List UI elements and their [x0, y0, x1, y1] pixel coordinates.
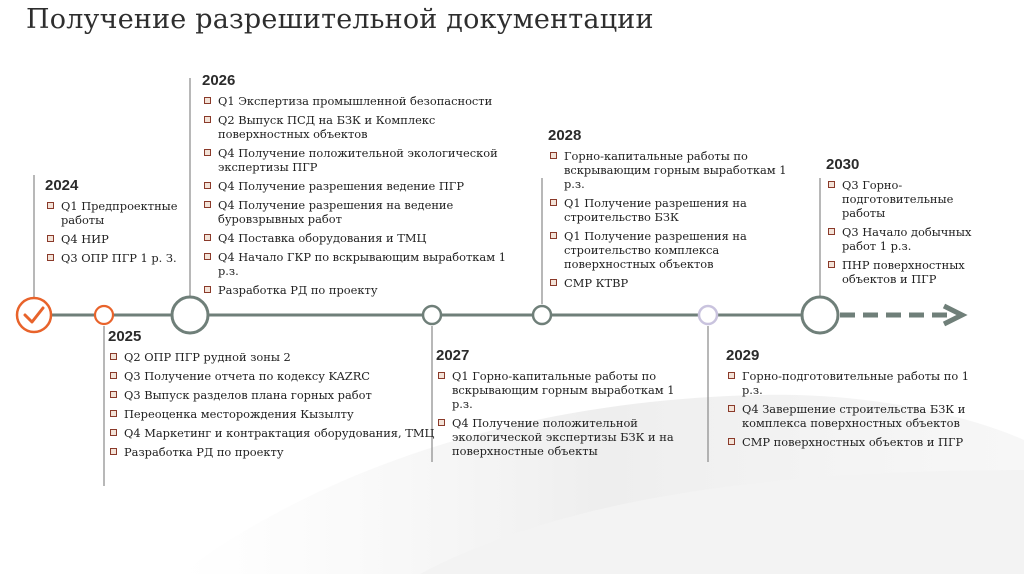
checkbox-bullet-icon [438, 419, 445, 426]
list-item: Q1 Получение разрешения на строительство БЗК [548, 196, 793, 224]
list-item: Горно-капитальные работы по вскрывающим горным выработкам 1 р.з. [548, 149, 793, 191]
list-item: Q4 Получение положительной экологической экспертизы ПГР [202, 146, 507, 174]
checkbox-bullet-icon [438, 372, 445, 379]
year-label: 2027 [436, 347, 470, 364]
list-item: Q4 НИР [45, 232, 185, 246]
year-label: 2026 [202, 72, 236, 89]
milestone-2027 [436, 347, 692, 463]
page-title: Получение разрешительной документации [26, 4, 654, 35]
list-item: Q4 Начало ГКР по вскрывающим выработкам 1 р.з. [202, 250, 507, 278]
checkbox-bullet-icon [828, 261, 835, 268]
checkbox-bullet-icon [110, 429, 117, 436]
list-item: Q1 Горно-капитальные работы по вскрывающим горным выработкам 1 р.з. [436, 369, 692, 411]
checkbox-bullet-icon [110, 448, 117, 455]
checkbox-bullet-icon [110, 372, 117, 379]
checkbox-bullet-icon [204, 116, 211, 123]
checkbox-bullet-icon [828, 228, 835, 235]
node-2028 [533, 306, 551, 324]
checkbox-bullet-icon [204, 182, 211, 189]
milestone-2029 [726, 347, 991, 454]
node-2027 [423, 306, 441, 324]
list-item: Разработка РД по проекту [108, 445, 438, 459]
checkbox-bullet-icon [550, 199, 557, 206]
checkbox-bullet-icon [204, 201, 211, 208]
checkbox-bullet-icon [550, 152, 557, 159]
list-item: Q2 ОПР ПГР рудной зоны 2 [108, 350, 438, 364]
list-item: Q1 Предпроектные работы [45, 199, 185, 227]
checkbox-bullet-icon [110, 353, 117, 360]
checkbox-bullet-icon [204, 286, 211, 293]
year-label: 2024 [45, 177, 79, 194]
checkbox-bullet-icon [110, 410, 117, 417]
list-item: Q4 Поставка оборудования и ТМЦ [202, 231, 507, 245]
list-item: Переоценка месторождения Кызылту [108, 407, 438, 421]
list-item: СМР КТВР [548, 276, 793, 290]
checkbox-bullet-icon [204, 97, 211, 104]
checkbox-bullet-icon [47, 254, 54, 261]
checkbox-bullet-icon [728, 372, 735, 379]
list-item: Q3 Горно-подготовительные работы [826, 178, 996, 220]
node-2024 [17, 298, 51, 332]
milestone-2030 [826, 156, 996, 291]
checkbox-bullet-icon [550, 232, 557, 239]
list-item: Q4 Завершение строительства БЗК и комплекса поверхностных объектов [726, 402, 991, 430]
list-item: Q1 Экспертиза промышленной безопасности [202, 94, 507, 108]
milestone-2025 [108, 328, 438, 464]
list-item: Q2 Выпуск ПСД на БЗК и Комплекс поверхностных объектов [202, 113, 507, 141]
milestone-2024 [45, 177, 185, 270]
milestone-2026 [202, 72, 507, 302]
list-item: Q3 Выпуск разделов плана горных работ [108, 388, 438, 402]
checkbox-bullet-icon [828, 181, 835, 188]
checkbox-bullet-icon [110, 391, 117, 398]
node-2030 [802, 297, 838, 333]
checkbox-bullet-icon [728, 405, 735, 412]
list-item: СМР поверхностных объектов и ПГР [726, 435, 991, 449]
checkbox-bullet-icon [47, 235, 54, 242]
list-item: Q4 Получение положительной экологической экспертизы БЗК и на поверхностные объекты [436, 416, 692, 458]
list-item: Q4 Маркетинг и контрактация оборудования, ТМЦ [108, 426, 438, 440]
list-item: ПНР поверхностных объектов и ПГР [826, 258, 996, 286]
year-label: 2029 [726, 347, 760, 364]
list-item: Q3 Получение отчета по кодексу KAZRC [108, 369, 438, 383]
list-item: Q3 Начало добычных работ 1 р.з. [826, 225, 996, 253]
checkbox-bullet-icon [204, 149, 211, 156]
list-item: Q4 Получение разрешения ведение ПГР [202, 179, 507, 193]
year-label: 2025 [108, 328, 142, 345]
node-2025 [95, 306, 113, 324]
checkbox-bullet-icon [550, 279, 557, 286]
list-item: Q4 Получение разрешения на ведение буровзрывных работ [202, 198, 507, 226]
checkbox-bullet-icon [204, 234, 211, 241]
checkbox-bullet-icon [204, 253, 211, 260]
year-label: 2028 [548, 127, 582, 144]
node-2029 [699, 306, 717, 324]
checkbox-bullet-icon [47, 202, 54, 209]
milestone-2028 [548, 127, 793, 295]
list-item: Q3 ОПР ПГР 1 р. З. [45, 251, 185, 265]
list-item: Горно-подготовительные работы по 1 р.з. [726, 369, 991, 397]
year-label: 2030 [826, 156, 860, 173]
list-item: Разработка РД по проекту [202, 283, 507, 297]
list-item: Q1 Получение разрешения на строительство комплекса поверхностных объектов [548, 229, 793, 271]
checkbox-bullet-icon [728, 438, 735, 445]
